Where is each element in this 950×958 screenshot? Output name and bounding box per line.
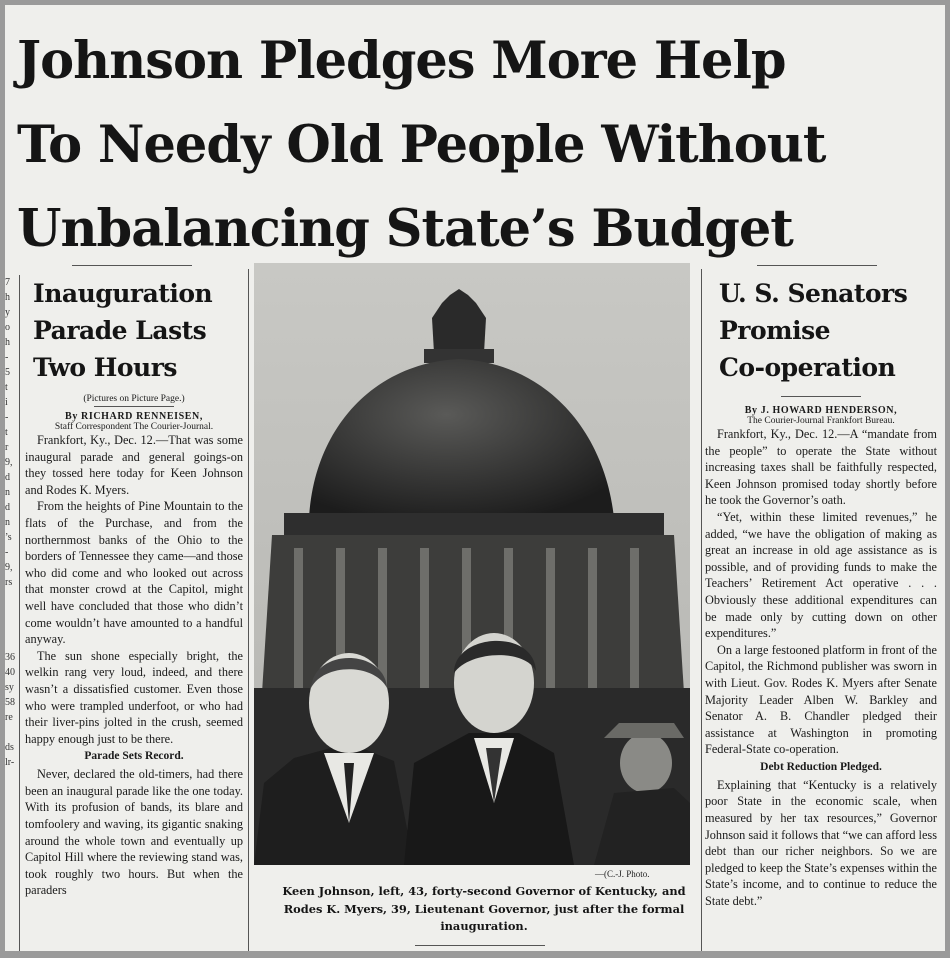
strip-fragment: re xyxy=(5,712,13,723)
top-rule-left xyxy=(72,265,192,266)
right-story-body xyxy=(705,426,937,910)
adjacent-column-fragment xyxy=(5,275,15,951)
strip-fragment: 9, xyxy=(5,562,13,573)
right-paragraph-1: Frankfort, Ky., Dec. 12.—A “mandate from the people” to operate the State without increasing taxes shall be faithfully respected, Keen Johnson promised today shortly before he took the Governor’s oath. xyxy=(705,427,937,508)
left-section-title: Parade Sets Record. xyxy=(84,750,184,763)
left-story xyxy=(25,275,243,899)
strip-fragment: ds xyxy=(5,742,14,753)
strip-fragment: ’s xyxy=(5,532,12,543)
strip-fragment: 58 xyxy=(5,697,15,708)
strip-fragment: h xyxy=(5,337,10,348)
left-staff-credit: Staff Correspondent The Courier-Journal. xyxy=(54,422,214,432)
strip-fragment: 5 xyxy=(5,367,10,378)
left-paragraph-4: Never, declared the old-timers, had there been an inaugural parade like the one today. With its profusion of bands, its blare and tomfoolery and waving, its gigantic snaking around the whole town and eventually up Capitol Hill where the reviewing stand was, took roughly two hours. But when the paraders xyxy=(25,767,243,898)
capitol-photo xyxy=(254,263,690,865)
strip-fragment: 9, xyxy=(5,457,13,468)
strip-fragment: 7 xyxy=(5,277,10,288)
left-paragraph-2: From the heights of Pine Mountain to the flats of the Purchase, and from the northernmost banks of the Ohio to the borders of Tennessee they came—and those who did come and who looked out across that monster crowd at the Capitol, might well have concluded that those who didn’t come wouldn’t have amounted to a handful anyway. xyxy=(25,499,243,647)
strip-fragment: - xyxy=(5,547,9,558)
top-rule-right xyxy=(757,265,877,266)
right-section-title: Debt Reduction Pledged. xyxy=(760,760,882,773)
headline-line-2: To Needy Old People Without xyxy=(17,115,826,175)
right-story-headline-3: Co-operation xyxy=(719,353,896,382)
column-rule-center-left xyxy=(248,269,249,951)
photo-credit: —(C.-J. Photo. xyxy=(595,869,650,879)
headline-line-3: Unbalancing State’s Budget xyxy=(17,199,793,259)
strip-fragment xyxy=(5,590,15,605)
caption-rule xyxy=(415,945,545,946)
strip-fragment: y xyxy=(5,307,10,318)
column-rule-left xyxy=(19,275,20,951)
right-paragraph-2: “Yet, within these limited revenues,” he added, “we have the obligation of making as great an increase in old age assistance as is possible, and of providing funds to make the Teachers’ Retirement Act operative . . . Obviously these additional expenditures can be made only by cutting down on other expenditures.” xyxy=(705,509,937,641)
strip-fragment xyxy=(5,620,15,635)
left-paragraph-1: Frankfort, Ky., Dec. 12.—That was some inaugural parade and general goings-on they tossed here today for Keen Johnson and Rodes K. Myers. xyxy=(25,433,243,497)
strip-fragment: i xyxy=(5,397,8,408)
right-byline: By J. HOWARD HENDERSON, xyxy=(744,405,898,416)
right-story-headline-2: Promise xyxy=(719,316,831,345)
strip-fragment: d xyxy=(5,502,10,513)
main-headline xyxy=(17,19,932,271)
newspaper-page xyxy=(5,5,945,951)
strip-fragment: t xyxy=(5,427,8,438)
strip-fragment: h xyxy=(5,292,10,303)
strip-fragment: - xyxy=(5,412,9,423)
pictures-note: (Pictures on Picture Page.) xyxy=(83,394,185,404)
right-byline-rule xyxy=(781,396,861,397)
left-story-headline-3: Two Hours xyxy=(33,353,177,382)
left-paragraph-3: The sun shone especially bright, the welkin rang very loud, indeed, and there wasn’t a dissatisfied customer. Even those who were trampled underfoot, or who had their liver-pins jolted in the crush, seemed happy enough just to be there. xyxy=(25,648,243,746)
right-story-headline-1: U. S. Senators xyxy=(719,279,908,308)
strip-fragment: n xyxy=(5,517,10,528)
strip-fragment: 36 xyxy=(5,652,15,663)
strip-fragment: 40 xyxy=(5,667,15,678)
right-paragraph-3: On a large festooned platform in front of the Capitol, the Richmond publisher was sworn in with Lieut. Gov. Rodes K. Myers after Senate Majority Leader Alben W. Barkley and Senator A. B. Chandler pledged their assistance at Washington in promoting Federal-State co-operation. xyxy=(705,642,937,757)
left-story-headline-2: Parade Lasts xyxy=(33,316,207,345)
strip-fragment: n xyxy=(5,487,10,498)
byline-rule xyxy=(94,406,174,407)
strip-fragment: o xyxy=(5,322,10,333)
photo-caption: Keen Johnson, left, 43, forty-second Governor of Kentucky, and Rodes K. Myers, 39, Lieutenant Governor, just after the formal inauguration. xyxy=(282,884,686,933)
strip-fragment xyxy=(5,605,15,620)
column-rule-center-right xyxy=(701,269,702,951)
left-story-body xyxy=(25,432,243,899)
right-paragraph-4: Explaining that “Kentucky is a relatively poor State in the economic scale, when measured by her tax resources,” Governor Johnson said it follows that “we can afford less debt than our richer neighbors. So we are pledged to keep the State’s expenses within the State’s income, and to continue to reduce the State debt.” xyxy=(705,777,938,909)
strip-fragment: t xyxy=(5,382,8,393)
strip-fragment xyxy=(5,725,15,740)
strip-fragment xyxy=(5,635,15,650)
strip-fragment: lr- xyxy=(5,757,15,768)
left-byline: By RICHARD RENNEISEN, xyxy=(65,411,203,422)
strip-fragment: sy xyxy=(5,682,14,693)
headline-line-1: Johnson Pledges More Help xyxy=(17,31,786,91)
left-story-headline-1: Inauguration xyxy=(33,279,213,308)
strip-fragment: d xyxy=(5,472,10,483)
right-staff-credit: The Courier-Journal Frankfort Bureau. xyxy=(747,416,895,426)
right-story xyxy=(705,275,937,910)
strip-fragment: - xyxy=(5,352,9,363)
strip-fragment: r xyxy=(5,442,9,453)
strip-fragment: rs xyxy=(5,577,13,588)
